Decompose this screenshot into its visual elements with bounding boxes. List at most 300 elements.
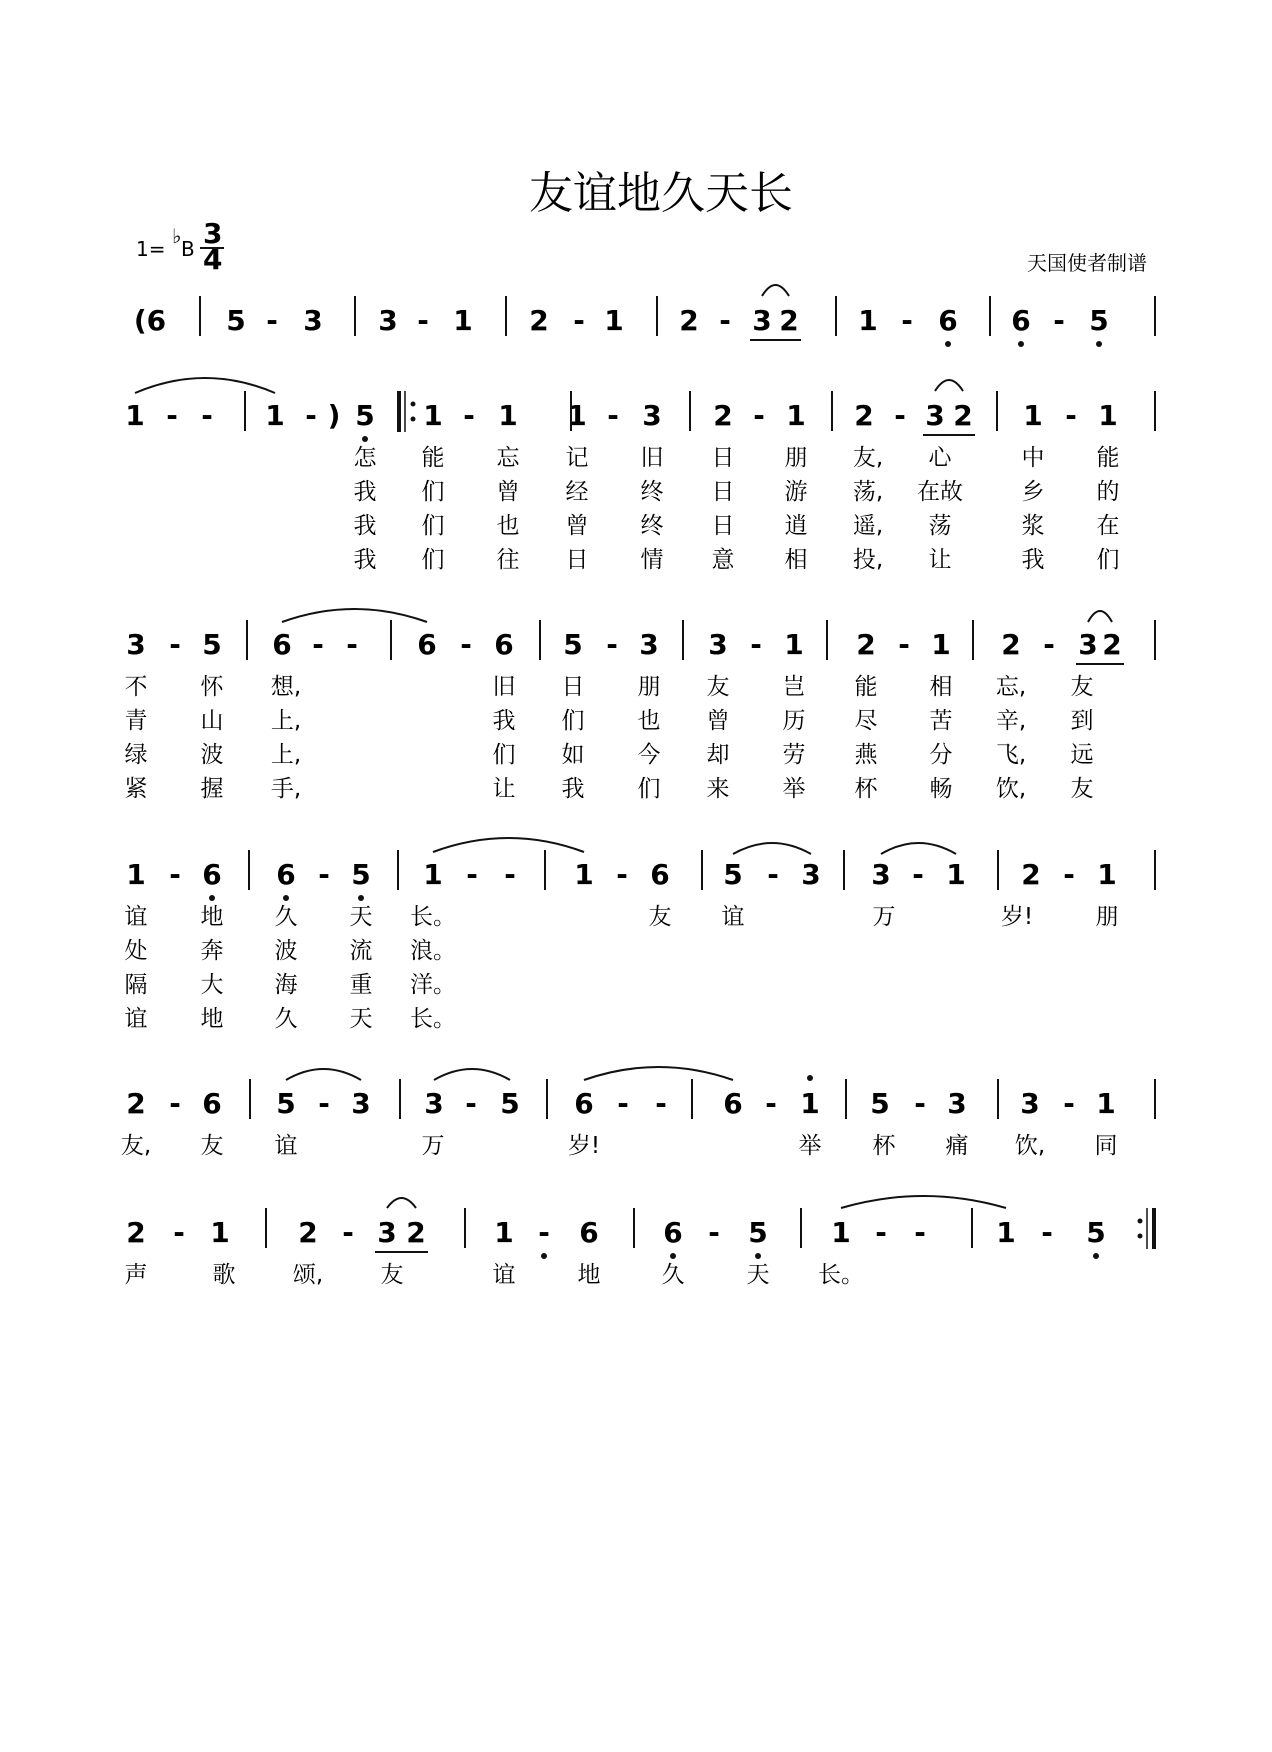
- note-dash: -: [312, 628, 324, 661]
- note-dash: -: [169, 858, 181, 891]
- lyric-syllable: 曾: [565, 513, 589, 539]
- note-digit: 3: [801, 858, 821, 891]
- note-dash: -: [765, 1087, 777, 1120]
- svg-text:4: 4: [203, 243, 223, 276]
- lyric-syllable: 逍: [784, 513, 808, 539]
- lyric-syllable: 能: [1096, 445, 1120, 471]
- low-octave-dot: [1093, 1253, 1099, 1259]
- lyric-syllable: 日: [561, 674, 585, 700]
- lyric-syllable: 能: [421, 445, 445, 471]
- lyric-syllable: 忘: [496, 445, 520, 471]
- note-digit: 6: [723, 1087, 743, 1120]
- lyric-syllable: 辛,: [995, 708, 1027, 734]
- lyric-syllable: 相: [929, 674, 953, 700]
- lyric-syllable: 在故: [917, 479, 963, 505]
- lyric-syllable: 来: [706, 776, 730, 802]
- lyric-syllable: 忘,: [995, 674, 1027, 700]
- note-digit: 5: [351, 858, 371, 891]
- lyric-syllable: 却: [706, 742, 730, 768]
- lyric-syllable: 谊: [721, 904, 745, 930]
- lyric-syllable: 远: [1070, 742, 1094, 768]
- slur: [282, 609, 427, 622]
- svg-text:B: B: [181, 237, 195, 261]
- note-digit: 2: [1001, 628, 1021, 661]
- lyric-syllable: 朋: [784, 445, 808, 471]
- lyric-syllable: 我: [353, 479, 377, 505]
- note-dash: -: [616, 858, 628, 891]
- lyric-syllable: 怎: [353, 445, 377, 471]
- note-digit: 5: [276, 1087, 296, 1120]
- lyric-syllable: 经: [565, 479, 589, 505]
- note-dash: -: [463, 399, 475, 432]
- note-dash: -: [894, 399, 906, 432]
- lyric-syllable: 们: [1096, 547, 1120, 573]
- note-digit: 2: [779, 304, 799, 337]
- lyric-syllable: 浆: [1021, 513, 1045, 539]
- lyric-syllable: 友,: [120, 1133, 152, 1159]
- note-digit: 3: [752, 304, 772, 337]
- lyric-syllable: 岁!: [567, 1133, 601, 1159]
- lyric-syllable: 同: [1094, 1133, 1118, 1159]
- lyric-syllable: 友: [648, 904, 672, 930]
- lyric-syllable: 相: [784, 547, 808, 573]
- note-digit: 6: [1011, 304, 1031, 337]
- note-digit: 2: [406, 1216, 426, 1249]
- note-dash: -: [169, 628, 181, 661]
- low-octave-dot: [358, 895, 364, 901]
- lyric-syllable: 旧: [640, 445, 664, 471]
- lyric-syllable: 朋: [1095, 904, 1119, 930]
- note-dash: -: [655, 1087, 667, 1120]
- low-octave-dot: [945, 341, 951, 347]
- note-digit: 3: [351, 1087, 371, 1120]
- key-signature: [136, 224, 195, 261]
- note-digit: 3: [947, 1087, 967, 1120]
- note-digit: 2: [126, 1087, 146, 1120]
- lyric-syllable: 记: [565, 445, 589, 471]
- note-digit: 1: [1023, 399, 1043, 432]
- lyric-syllable: 长。: [410, 1006, 456, 1032]
- lyric-syllable: 长。: [410, 904, 456, 930]
- lyric-syllable: 畅: [929, 776, 953, 802]
- note-digit: 6: [938, 304, 958, 337]
- lyric-syllable: 久: [274, 904, 298, 930]
- lyric-syllable: 中: [1021, 445, 1045, 471]
- lyric-syllable: 饮,: [995, 776, 1027, 802]
- note-digit: 1: [831, 1216, 851, 1249]
- repeat-dot: [1138, 1219, 1143, 1224]
- slur: [881, 843, 956, 854]
- lyric-syllable: 也: [496, 513, 520, 539]
- lyric-syllable: 们: [421, 513, 445, 539]
- lyric-syllable: 想,: [270, 674, 302, 700]
- note-digit: 1: [1096, 1087, 1116, 1120]
- lyric-syllable: 曾: [706, 708, 730, 734]
- lyric-syllable: 意: [711, 547, 735, 573]
- low-octave-dot: [670, 1253, 676, 1259]
- lyric-syllable: 们: [561, 708, 585, 734]
- lyric-syllable: 绿: [124, 742, 148, 768]
- note-digit: 3: [303, 304, 323, 337]
- note-digit: 3: [871, 858, 891, 891]
- note-dash: -: [504, 858, 516, 891]
- note-digit: 2: [713, 399, 733, 432]
- lyric-syllable: 大: [200, 972, 224, 998]
- lyric-syllable: 地: [200, 904, 224, 930]
- note-digit: 3: [377, 1216, 397, 1249]
- slur: [762, 285, 789, 296]
- lyric-syllable: 天: [746, 1262, 770, 1288]
- lyric-syllable: 歌: [212, 1262, 236, 1288]
- note-digit: 1: [423, 858, 443, 891]
- lyric-syllable: 终: [640, 479, 664, 505]
- note-digit: 5: [355, 399, 375, 432]
- lyric-syllable: 处: [124, 938, 148, 964]
- note-dash: -: [607, 399, 619, 432]
- lyric-syllable: 奔: [200, 938, 224, 964]
- note-dash: -: [538, 1216, 550, 1249]
- lyric-syllable: 们: [492, 742, 516, 768]
- note-dash: -: [898, 628, 910, 661]
- lyric-syllable: 海: [274, 972, 298, 998]
- note-digit: 3: [925, 399, 945, 432]
- slur: [1088, 611, 1112, 622]
- lyric-syllable: 今: [637, 742, 661, 768]
- note-digit: 1: [126, 858, 146, 891]
- note-dash: -: [606, 628, 618, 661]
- note-dash: -: [573, 304, 585, 337]
- note-digit: 3: [424, 1087, 444, 1120]
- note-dash: -: [169, 1087, 181, 1120]
- note-digit: 1: [996, 1216, 1016, 1249]
- lyric-syllable: 曾: [496, 479, 520, 505]
- lyric-syllable: 朋: [637, 674, 661, 700]
- slur: [135, 378, 275, 393]
- note-digit: 1: [423, 399, 443, 432]
- lyric-syllable: 飞,: [995, 742, 1027, 768]
- lyric-syllable: 谊: [274, 1133, 298, 1159]
- note-dash: -: [901, 304, 913, 337]
- lyric-syllable: 不: [124, 674, 148, 700]
- note-digit: 3: [1078, 628, 1098, 661]
- lyric-syllable: 投,: [852, 547, 884, 573]
- slur: [733, 843, 811, 854]
- note-digit: 3: [378, 304, 398, 337]
- note-digit: 5: [748, 1216, 768, 1249]
- note-dash: -: [305, 399, 317, 432]
- note-dash: -: [753, 399, 765, 432]
- note-digit: 5: [500, 1087, 520, 1120]
- lyric-syllable: 乡: [1021, 479, 1045, 505]
- lyric-syllable: 苦: [929, 708, 953, 734]
- low-octave-dot: [209, 895, 215, 901]
- lyric-syllable: 的: [1096, 479, 1120, 505]
- lyric-syllable: 万: [421, 1133, 445, 1159]
- score-body: [121, 285, 1155, 1288]
- note-dash: -: [460, 628, 472, 661]
- note-dash: -: [1065, 399, 1077, 432]
- lyric-syllable: 劳: [782, 742, 806, 768]
- note-digit: 1: [567, 399, 587, 432]
- note-digit: 1: [1097, 858, 1117, 891]
- lyric-syllable: 往: [496, 547, 520, 573]
- lyric-syllable: 饮,: [1014, 1133, 1046, 1159]
- lyric-syllable: 久: [661, 1262, 685, 1288]
- lyric-syllable: 颂,: [292, 1262, 324, 1288]
- note-digit: 2: [1021, 858, 1041, 891]
- repeat-dot: [411, 417, 416, 422]
- low-octave-dot: [541, 1253, 547, 1259]
- score-title: 友谊地久天长: [529, 168, 793, 219]
- lyric-syllable: 友: [1070, 776, 1094, 802]
- lyric-syllable: 波: [200, 742, 224, 768]
- slur: [433, 838, 584, 852]
- lyric-syllable: 日: [711, 445, 735, 471]
- note-dash: -: [465, 1087, 477, 1120]
- note-digit: 3: [639, 628, 659, 661]
- svg-text:1=: 1=: [136, 237, 166, 261]
- note-digit: 6: [276, 858, 296, 891]
- lyric-syllable: 岁!: [1000, 904, 1034, 930]
- lyric-syllable: 波: [274, 938, 298, 964]
- note-dash: -: [1053, 304, 1065, 337]
- lyric-syllable: 举: [798, 1133, 822, 1159]
- lyric-syllable: 流: [349, 938, 373, 964]
- lyric-syllable: 友: [380, 1262, 404, 1288]
- note-digit: 6: [272, 628, 292, 661]
- note-digit: 5: [226, 304, 246, 337]
- lyric-syllable: 们: [637, 776, 661, 802]
- lyric-syllable: 让: [928, 547, 952, 573]
- note-digit: 1: [265, 399, 285, 432]
- lyric-syllable: 我: [492, 708, 516, 734]
- note-digit: 6: [494, 628, 514, 661]
- lyric-syllable: 手,: [270, 776, 302, 802]
- note-digit: ): [327, 399, 341, 432]
- note-dash: -: [1041, 1216, 1053, 1249]
- lyric-syllable: 我: [353, 547, 377, 573]
- lyric-syllable: 能: [854, 674, 878, 700]
- lyric-syllable: 游: [784, 479, 808, 505]
- note-digit: 1: [125, 399, 145, 432]
- note-digit: (6: [133, 304, 167, 337]
- lyric-syllable: 在: [1096, 513, 1120, 539]
- lyric-syllable: 尽: [854, 708, 878, 734]
- lyric-syllable: 荡: [928, 513, 952, 539]
- lyric-syllable: 声: [124, 1262, 148, 1288]
- repeat-dot: [411, 402, 416, 407]
- lyric-syllable: 到: [1070, 708, 1094, 734]
- lyric-syllable: 浪。: [410, 938, 456, 964]
- note-dash: -: [346, 628, 358, 661]
- low-octave-dot: [283, 895, 289, 901]
- low-octave-dot: [1096, 341, 1102, 347]
- note-digit: 3: [642, 399, 662, 432]
- note-digit: 6: [663, 1216, 683, 1249]
- lyric-syllable: 我: [353, 513, 377, 539]
- lyric-syllable: 久: [274, 1006, 298, 1032]
- note-dash: -: [875, 1216, 887, 1249]
- note-digit: 6: [417, 628, 437, 661]
- note-dash: -: [318, 1087, 330, 1120]
- lyric-syllable: 长。: [818, 1262, 864, 1288]
- lyric-syllable: 我: [1021, 547, 1045, 573]
- svg-text:3: 3: [203, 217, 223, 250]
- lyric-syllable: 痛: [945, 1133, 969, 1159]
- lyric-syllable: 日: [711, 513, 735, 539]
- lyric-syllable: 杯: [854, 776, 878, 802]
- note-digit: 1: [931, 628, 951, 661]
- lyric-syllable: 杯: [872, 1133, 896, 1159]
- lyric-syllable: 友: [200, 1133, 224, 1159]
- note-dash: -: [266, 304, 278, 337]
- lyric-syllable: 旧: [492, 674, 516, 700]
- note-digit: 1: [946, 858, 966, 891]
- lyric-syllable: 友,: [852, 445, 884, 471]
- note-dash: -: [767, 858, 779, 891]
- note-dash: -: [166, 399, 178, 432]
- note-digit: 5: [563, 628, 583, 661]
- note-digit: 6: [650, 858, 670, 891]
- note-digit: 1: [574, 858, 594, 891]
- lyric-syllable: 友: [706, 674, 730, 700]
- repeat-dot: [1138, 1234, 1143, 1239]
- slur: [841, 1196, 1006, 1208]
- note-dash: -: [914, 1087, 926, 1120]
- note-dash: -: [201, 399, 213, 432]
- arranger-credit: 天国使者制谱: [1027, 251, 1147, 275]
- note-digit: 3: [708, 628, 728, 661]
- lyric-syllable: 握: [200, 776, 224, 802]
- lyric-syllable: 们: [421, 479, 445, 505]
- lyric-syllable: 谊: [492, 1262, 516, 1288]
- note-digit: 5: [723, 858, 743, 891]
- lyric-syllable: 我: [561, 776, 585, 802]
- lyric-syllable: 天: [349, 904, 373, 930]
- note-dash: -: [708, 1216, 720, 1249]
- note-digit: 2: [854, 399, 874, 432]
- lyric-syllable: 日: [565, 547, 589, 573]
- lyric-syllable: 岂: [782, 674, 806, 700]
- note-dash: -: [912, 858, 924, 891]
- note-digit: 6: [202, 858, 222, 891]
- lyric-syllable: 举: [782, 776, 806, 802]
- high-octave-dot: [807, 1075, 813, 1081]
- lyric-syllable: 怀: [200, 674, 224, 700]
- note-dash: -: [318, 858, 330, 891]
- note-dash: -: [1063, 858, 1075, 891]
- low-octave-dot: [755, 1253, 761, 1259]
- note-digit: 1: [786, 399, 806, 432]
- lyric-syllable: 上,: [270, 742, 302, 768]
- lyric-syllable: 天: [349, 1006, 373, 1032]
- note-dash: -: [466, 858, 478, 891]
- note-dash: -: [750, 628, 762, 661]
- lyric-syllable: 山: [200, 708, 224, 734]
- lyric-syllable: 谊: [124, 904, 148, 930]
- note-digit: 1: [604, 304, 624, 337]
- note-digit: 1: [858, 304, 878, 337]
- note-digit: 1: [210, 1216, 230, 1249]
- note-dash: -: [719, 304, 731, 337]
- note-dash: -: [173, 1216, 185, 1249]
- note-digit: 3: [126, 628, 146, 661]
- note-digit: 2: [856, 628, 876, 661]
- note-digit: 5: [202, 628, 222, 661]
- lyric-syllable: 燕: [854, 742, 878, 768]
- lyric-syllable: 如: [561, 742, 585, 768]
- note-digit: 2: [953, 399, 973, 432]
- slur: [434, 1069, 510, 1080]
- lyric-syllable: 紧: [124, 776, 148, 802]
- lyric-syllable: 分: [929, 742, 953, 768]
- note-digit: 1: [1098, 399, 1118, 432]
- lyric-syllable: 日: [711, 479, 735, 505]
- slur: [286, 1069, 361, 1080]
- lyric-syllable: 历: [782, 708, 806, 734]
- time-signature: [200, 217, 224, 276]
- note-digit: 1: [800, 1087, 820, 1120]
- slur: [387, 1198, 416, 1208]
- low-octave-dot: [1018, 341, 1024, 347]
- note-digit: 1: [494, 1216, 514, 1249]
- lyric-syllable: 遥,: [852, 513, 884, 539]
- note-digit: 1: [453, 304, 473, 337]
- lyric-syllable: 也: [637, 708, 661, 734]
- note-digit: 2: [1102, 628, 1122, 661]
- lyric-syllable: 青: [124, 708, 148, 734]
- slur: [584, 1067, 733, 1080]
- note-digit: 3: [1020, 1087, 1040, 1120]
- note-digit: 1: [784, 628, 804, 661]
- note-digit: 5: [870, 1087, 890, 1120]
- lyric-syllable: 万: [872, 904, 896, 930]
- lyric-syllable: 地: [577, 1262, 601, 1288]
- note-digit: 2: [126, 1216, 146, 1249]
- note-dash: -: [1063, 1087, 1075, 1120]
- lyric-syllable: 隔: [124, 972, 148, 998]
- lyric-syllable: 重: [349, 972, 373, 998]
- note-dash: -: [617, 1087, 629, 1120]
- note-digit: 6: [202, 1087, 222, 1120]
- lyric-syllable: 让: [492, 776, 516, 802]
- lyric-syllable: 上,: [270, 708, 302, 734]
- lyric-syllable: 荡,: [852, 479, 884, 505]
- slur: [935, 380, 963, 391]
- lyric-syllable: 洋。: [410, 972, 456, 998]
- note-digit: 6: [579, 1216, 599, 1249]
- lyric-syllable: 地: [200, 1006, 224, 1032]
- note-dash: -: [342, 1216, 354, 1249]
- svg-text:♭: ♭: [172, 224, 182, 248]
- note-digit: 6: [574, 1087, 594, 1120]
- lyric-syllable: 情: [640, 547, 664, 573]
- note-digit: 5: [1086, 1216, 1106, 1249]
- note-digit: 5: [1089, 304, 1109, 337]
- lyric-syllable: 终: [640, 513, 664, 539]
- note-digit: 2: [679, 304, 699, 337]
- note-digit: 1: [498, 399, 518, 432]
- note-dash: -: [417, 304, 429, 337]
- lyric-syllable: 们: [421, 547, 445, 573]
- note-digit: 2: [529, 304, 549, 337]
- note-dash: -: [1043, 628, 1055, 661]
- note-dash: -: [914, 1216, 926, 1249]
- lyric-syllable: 心: [928, 445, 952, 471]
- low-octave-dot: [362, 436, 368, 442]
- note-digit: 2: [298, 1216, 318, 1249]
- lyric-syllable: 友: [1070, 674, 1094, 700]
